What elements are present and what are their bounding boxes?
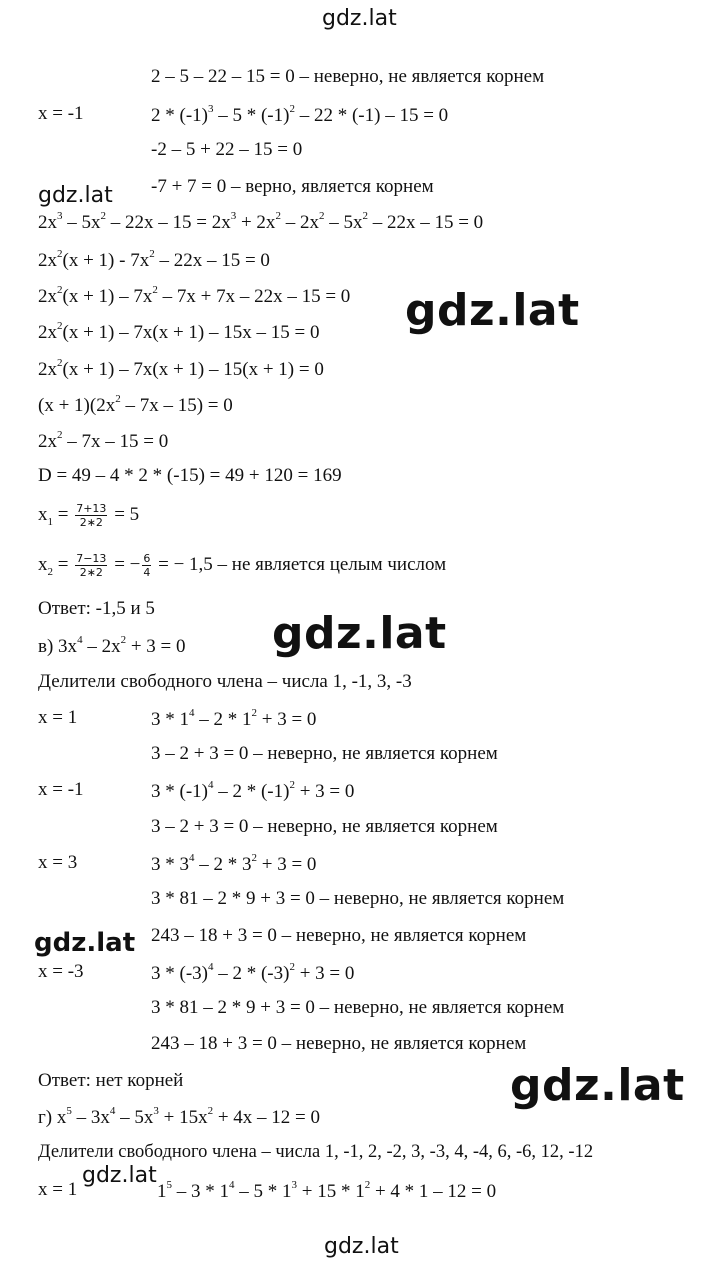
line-8: $2x^2(x + 1) - 7x(x + 1) - 15x - 15 = 0$ [38, 320, 320, 343]
line-25-label: x = -3 [38, 961, 84, 982]
line-18: $3 * 1^4 - 2 * 1^2 + 3 = 0$ [151, 707, 317, 730]
line-27: 243 – 18 + 3 = 0 – неверно, не является корнем [151, 1033, 527, 1054]
watermark-2: gdz.lat [405, 285, 580, 336]
line-6: $2x^2(x + 1) - 7x^2 - 22x - 15 = 0$ [38, 248, 270, 271]
line-12: D = 49 – 4 * 2 * (-15) = 49 + 120 = 169 [38, 465, 342, 486]
line-20: $3 * (-1)^4 - 2 * (-1)^2 + 3 = 0$ [151, 779, 355, 802]
line-31: $1^5 - 3 * 1^4 - 5 * 1^3 + 15 * 1^2 + 4 * 1 - 12 = 0$ [157, 1179, 497, 1202]
line-15: Ответ: -1,5 и 5 [38, 598, 155, 619]
line-4: -7 + 7 = 0 – верно, является корнем [151, 176, 434, 197]
line-30: Делители свободного члена – числа 1, -1, 2, -2, 3, -3, 4, -4, 6, -6, 12, -12 [38, 1142, 594, 1162]
watermark-bottom: gdz.lat [324, 1234, 399, 1259]
line-13: $x_1$ = $\frac{7+13}{2∗2}$ = 5 [38, 502, 140, 529]
line-28: Ответ: нет корней [38, 1070, 184, 1091]
fraction: $\frac{7+13}{2∗2}$ [76, 502, 107, 529]
watermark-4: gdz.lat [34, 928, 136, 958]
line-18-label: x = 1 [38, 707, 78, 728]
line-11: $2x^2 - 7x - 15 = 0$ [38, 429, 169, 452]
line-14: $x_2$ = $\frac{7-13}{2∗2}$ = − $\frac{6}{4}$ = − 1,5 – не является целым числом [38, 552, 447, 579]
line-17: Делители свободного члена – числа 1, -1, 3, -3 [38, 671, 412, 692]
watermark-top: gdz.lat [322, 6, 397, 31]
line-23: 3 * 81 – 2 * 9 + 3 = 0 – неверно, не является корнем [151, 888, 565, 909]
watermark-6: gdz.lat [82, 1163, 157, 1188]
line-21: 3 – 2 + 3 = 0 – неверно, не является корнем [151, 816, 498, 837]
line-24: 243 – 18 + 3 = 0 – неверно, не является корнем [151, 925, 527, 946]
line-29: г) $x^5 - 3x^4 - 5x^3 + 15x^2 + 4x - 12 = 0$ [38, 1105, 321, 1128]
line-25: $3 * (-3)^4 - 2 * (-3)^2 + 3 = 0$ [151, 961, 355, 984]
line-20-label: x = -1 [38, 779, 84, 800]
line-1: 2 – 5 – 22 – 15 = 0 – неверно, не является корнем [151, 66, 545, 87]
fraction: $\frac{7-13}{2∗2}$ [76, 552, 107, 579]
line-7: $2x^2(x + 1) - 7x^2 - 7x + 7x - 22x - 15 = 0$ [38, 284, 351, 307]
line-26: 3 * 81 – 2 * 9 + 3 = 0 – неверно, не является корнем [151, 997, 565, 1018]
line-31-label: x = 1 [38, 1179, 78, 1200]
line-5: $2x^3 - 5x^2 - 22x - 15 = 2x^3 + 2x^2 - 2x^2 - 5x^2 - 22x - 15 = 0$ [38, 210, 484, 233]
line-2: $2 * (-1)^3 - 5 * (-1)^2 - 22 * (-1) - 15 = 0$ [151, 103, 449, 126]
fraction: $\frac{6}{4}$ [143, 552, 151, 579]
line-22-label: x = 3 [38, 852, 78, 873]
line-16: в) $3x^4 - 2x^2 + 3 = 0$ [38, 634, 186, 657]
line-9: $2x^2(x + 1) - 7x(x + 1) - 15(x + 1) = 0$ [38, 357, 324, 380]
watermark-1: gdz.lat [38, 183, 113, 208]
line-22: $3 * 3^4 - 2 * 3^2 + 3 = 0$ [151, 852, 317, 875]
line-19: 3 – 2 + 3 = 0 – неверно, не является корнем [151, 743, 498, 764]
line-2-label: x = -1 [38, 103, 84, 124]
line-10: $(x + 1)(2x^2 - 7x - 15) = 0$ [38, 393, 233, 416]
watermark-5: gdz.lat [510, 1060, 685, 1111]
line-3: -2 – 5 + 22 – 15 = 0 [151, 139, 303, 160]
watermark-3: gdz.lat [272, 608, 447, 659]
